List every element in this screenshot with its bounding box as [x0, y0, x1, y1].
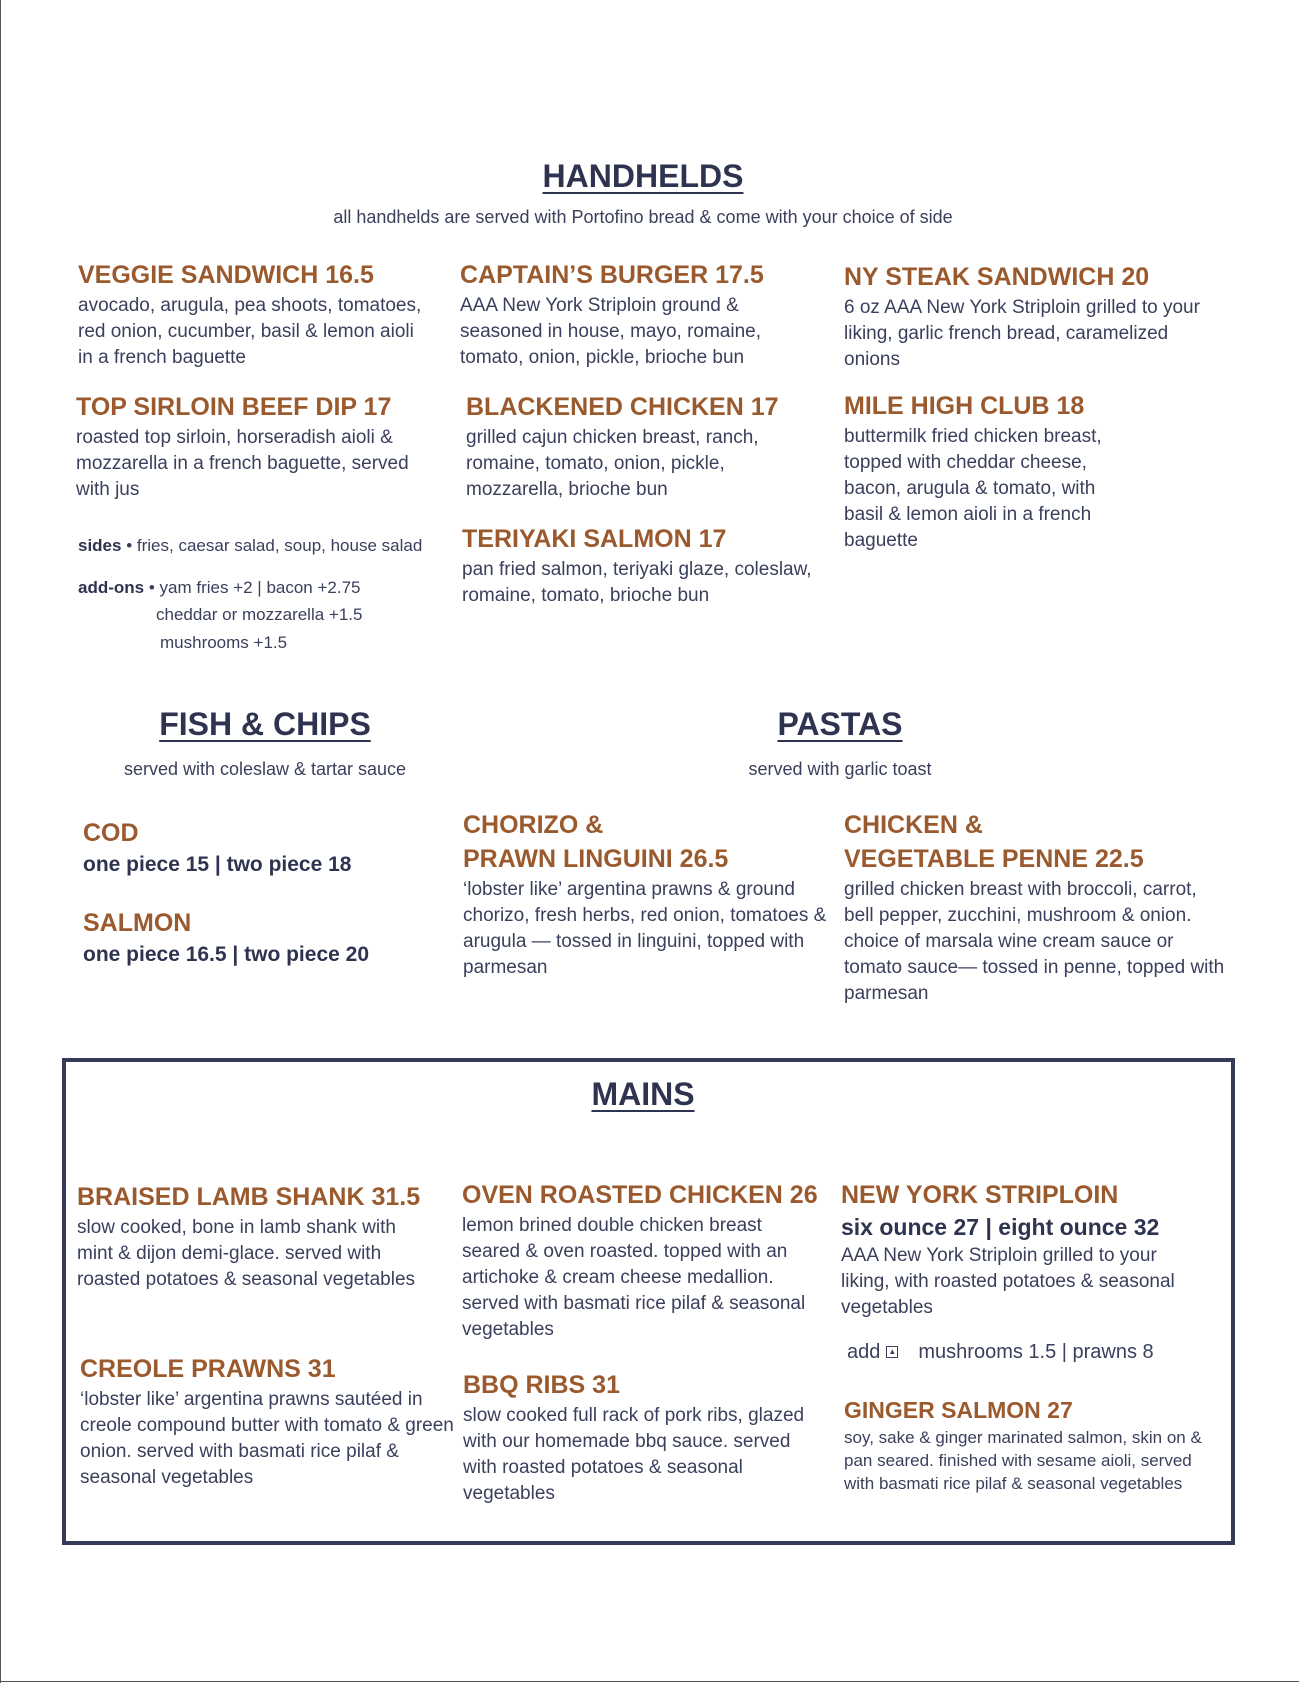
item-description: avocado, arugula, pea shoots, tomatoes, red onion, cucumber, basil & lemon aioli in a french baguette [78, 295, 422, 368]
menu-item [83, 816, 352, 880]
handhelds-subtitle: all handhelds are served with Portofino bread & come with your choice of side [333, 207, 953, 227]
handhelds-heading: HANDHELDS [542, 158, 744, 194]
item-price: one piece 15 | two piece 18 [83, 853, 352, 876]
item-title: TOP SIRLOIN BEEF DIP 17 [76, 393, 392, 421]
add-label: add [847, 1341, 881, 1363]
item-title: MILE HIGH CLUB 18 [844, 392, 1085, 420]
item-description: ‘lobster like’ argentina prawns & ground chorizo, fresh herbs, red onion, tomatoes & arugula — tossed in linguini, topped with parmesan [463, 879, 827, 978]
menu-item [76, 390, 436, 503]
item-title-line-1: CHICKEN & [844, 811, 983, 839]
menu-item [78, 258, 438, 371]
item-title-line-2: VEGETABLE PENNE 22.5 [844, 845, 1144, 873]
pastas-heading: PASTAS [777, 706, 903, 742]
item-description: roasted top sirloin, horseradish aioli & mozzarella in a french baguette, served with jus [76, 427, 409, 500]
item-title-line-1: CHORIZO & [463, 811, 604, 839]
pastas-subtitle: served with garlic toast [748, 759, 932, 779]
item-title-line-2: PRAWN LINGUINI 26.5 [463, 845, 729, 873]
item-title: COD [83, 819, 139, 847]
item-title: BRAISED LAMB SHANK 31.5 [77, 1183, 421, 1211]
item-title: NY STEAK SANDWICH 20 [844, 263, 1150, 291]
item-description: grilled cajun chicken breast, ranch, romaine, tomato, onion, pickle, mozzarella, brioche bun [466, 427, 759, 500]
item-title: CAPTAIN’S BURGER 17.5 [460, 261, 764, 289]
menu-item [463, 1368, 833, 1507]
item-title: SALMON [83, 909, 192, 937]
add-line [847, 1341, 1154, 1364]
item-title: GINGER SALMON 27 [844, 1397, 1073, 1423]
menu-item [844, 389, 1144, 554]
menu-item [462, 522, 832, 609]
addons-line-2: cheddar or mozzarella +1.5 [156, 605, 363, 624]
item-title: OVEN ROASTED CHICKEN 26 [462, 1181, 818, 1209]
item-description: 6 oz AAA New York Striploin grilled to your liking, garlic french bread, caramelized onions [844, 297, 1200, 370]
menu-item [462, 1178, 832, 1343]
image-placeholder-icon: ▲ [886, 1346, 898, 1358]
item-description: AAA New York Striploin ground & seasoned in house, mayo, romaine, tomato, onion, pickle, brioche bun [460, 295, 762, 368]
menu-item [80, 1352, 460, 1491]
item-title: BBQ RIBS 31 [463, 1371, 620, 1399]
menu-item [463, 808, 833, 981]
item-description: soy, sake & ginger marinated salmon, skin on & pan seared. finished with sesame aioli, served with basmati rice pilaf & seasonal vegetables [844, 1428, 1202, 1493]
item-description: pan fried salmon, teriyaki glaze, coleslaw, romaine, tomato, brioche bun [462, 559, 812, 606]
addons-line-3: mushrooms +1.5 [160, 633, 288, 652]
item-title: TERIYAKI SALMON 17 [462, 525, 727, 553]
item-description: slow cooked, bone in lamb shank with mint & dijon demi-glace. served with roasted potatoes & seasonal vegetables [77, 1217, 416, 1290]
menu-item [466, 390, 796, 503]
menu-item [841, 1178, 1221, 1321]
menu-item [83, 906, 369, 970]
addons-line: add-ons • yam fries +2 | bacon +2.75 [78, 578, 361, 597]
page-left-border [0, 0, 1, 1683]
page-bottom-border [0, 1681, 1299, 1682]
menu-item [77, 1180, 447, 1293]
item-description: slow cooked full rack of pork ribs, glazed with our homemade bbq sauce. served with roasted potatoes & seasonal vegetables [463, 1405, 805, 1504]
fish-chips-subtitle: served with coleslaw & tartar sauce [123, 759, 407, 779]
item-title: CREOLE PRAWNS 31 [80, 1355, 336, 1383]
item-price: one piece 16.5 | two piece 20 [83, 943, 370, 966]
item-description: buttermilk fried chicken breast, topped with cheddar cheese, bacon, arugula & tomato, with basil & lemon aioli in a french baguette [844, 426, 1102, 551]
sides-text: fries, caesar salad, soup, house salad [136, 536, 423, 555]
add-text: mushrooms 1.5 | prawns 8 [918, 1341, 1154, 1363]
item-description: AAA New York Striploin grilled to your liking, with roasted potatoes & seasonal vegetables [841, 1245, 1175, 1318]
item-title: VEGGIE SANDWICH 16.5 [78, 261, 374, 289]
addons-label: add-ons [78, 578, 145, 597]
menu-item [460, 258, 820, 371]
item-description: lemon brined double chicken breast seared & oven roasted. topped with an artichoke & cream cheese medallion. served with basmati rice pilaf & seasonal vegetables [462, 1215, 806, 1340]
mains-heading: MAINS [591, 1076, 695, 1112]
fish-chips-heading: FISH & CHIPS [159, 706, 371, 742]
menu-item [844, 260, 1224, 373]
addons-text: yam fries +2 | bacon +2.75 [159, 578, 361, 597]
item-title: NEW YORK STRIPLOIN [841, 1181, 1119, 1209]
sides-line: sides • fries, caesar salad, soup, house salad [78, 536, 423, 555]
item-title: BLACKENED CHICKEN 17 [466, 393, 779, 421]
menu-item [844, 808, 1234, 1007]
item-description: ‘lobster like’ argentina prawns sautéed in creole compound butter with tomato & green onion. served with basmati rice pilaf & seasonal vegetables [80, 1389, 454, 1488]
sides-label: sides [78, 536, 122, 555]
item-description: grilled chicken breast with broccoli, carrot, bell pepper, zucchini, mushroom & onion. choice of marsala wine cream sauce or tomato sauce— tossed in penne, topped with parmesan [844, 879, 1225, 1004]
menu-item [844, 1395, 1224, 1495]
item-price: six ounce 27 | eight ounce 32 [841, 1214, 1160, 1240]
